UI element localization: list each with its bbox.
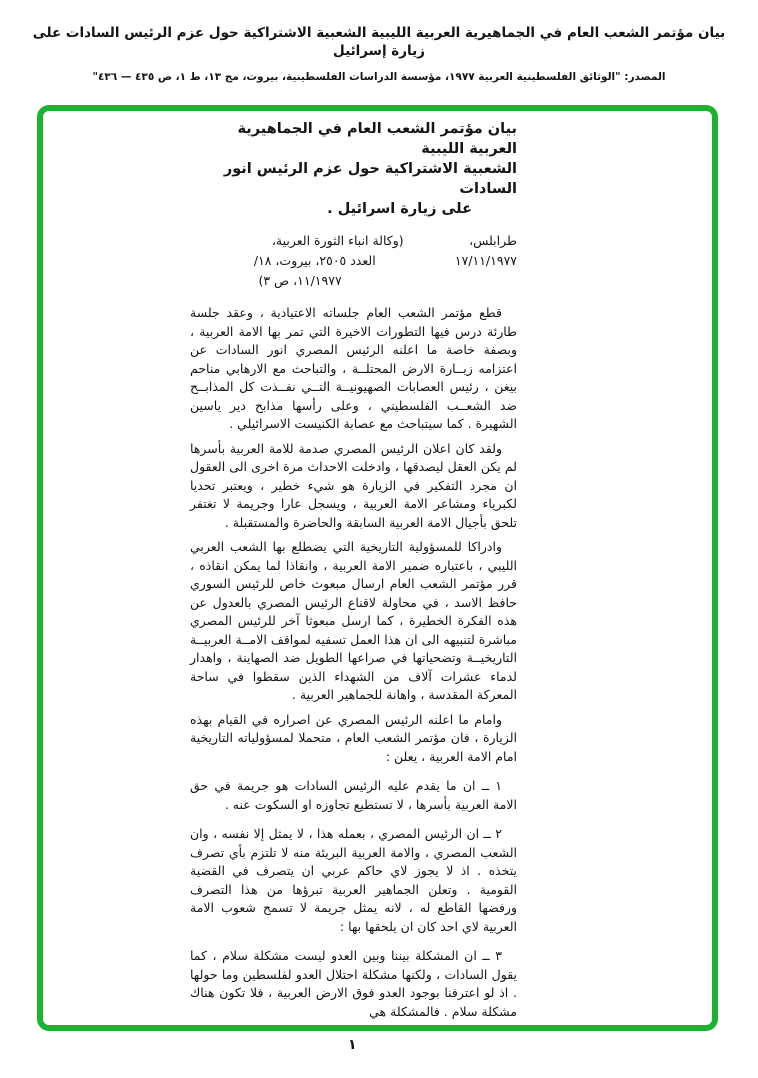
numbered-clause: ٣ ــ ان المشكلة بيننا وبين العدو ليست مشكلة سلام ، كما يقول السادات ، ولكنها مشكلة احتلال العدو لفلسطين وما حولها . اذ لو اعترفنا بوجود العدو فوق الارض العربية ، فلا تكون هناك مشكلة سلام . فالمشكلة هي: [190, 948, 517, 1019]
page-header: [20, 24, 738, 84]
dateline: [190, 231, 517, 291]
dateline-source: [190, 231, 404, 291]
document-title: [190, 119, 517, 219]
dateline-source-line: العدد ٢٥٠٥، بيروت، ١٨/: [253, 253, 376, 268]
document-body: [190, 119, 517, 1021]
dateline-source-line: ١١/١٩٧٧، ص ٣): [258, 273, 342, 288]
body-paragraph: وادراكا للمسؤولية التاريخية التي يضطلع بها الشعب العربي الليبي ، باعتباره ضمير الامة العربية ، وانقاذا لما يمكن انقاذه ، قرر مؤتمر الشعب العام ارسال مبعوث خاص للرئيس السوري حافظ الاسد ، في محاولة لاقناع الرئيس المصري بالعدول عن هذه الفكرة الخطيرة ، كما ارسل مبعوثا آخر للرئيس المصري مباشرة لتنبيهه الى ان هذا العمل تسفيه لمواقف الامــة العربيــة التاريخيــة وتضحياتها في صراعها الطويل ضد الصهاينة ، واهدار لدماء عشرات آلاف من الشهداء الذين سقطوا في ساحة المعركة المقدسة ، واهانة للجماهير العربية .: [190, 539, 517, 702]
body-paragraph: وامام ما اعلنه الرئيس المصري عن اصراره في القيام بهذه الزيارة ، فان مؤتمر الشعب العام ، متحملا لمسؤولياته التاريخية امام الامة العربية ، يعلن :: [190, 711, 517, 764]
page-header-source: المصدر: "الوثائق الفلسطينية العربية ١٩٧٧، مؤسسة الدراسات الفلسطينية، بيروت، مج ١٣، ط ١، ص ٤٣٥ — ٤٣٦": [92, 71, 666, 83]
page-header-title: بيان مؤتمر الشعب العام في الجماهيرية العربية الليبية الشعبية الاشتراكية حول عزم الرئيس السادات على زيارة إسرائيل: [32, 25, 726, 59]
dateline-source-line: (وكالة انباء الثورة العربية،: [271, 233, 404, 248]
dateline-location-date: طرابلس، ١٧/١١/١٩٧٧: [454, 233, 517, 268]
page-number: ١: [348, 1037, 357, 1053]
numbered-clause: ٢ ــ ان الرئيس المصري ، بعمله هذا ، لا يمثل إلا نفسه ، وان الشعب المصري ، والامة العربية البريئة منه لا تلتزم بأي تصرف يتخذه . اذ لا يجوز لاي حاكم عربي ان يتصرف في القضية القومية . وتعلن الجماهير العربية تبرؤها من هذا التصرف ورفضها القاطع له ، لانه يمثل جريمة لا تسمح شعوب الامة العربية لاي احد كان ان يلحقها بها :: [190, 826, 517, 934]
document-title-line: الشعبية الاشتراكية حول عزم الرئيس انور السادات: [223, 161, 517, 197]
document-title-line: بيان مؤتمر الشعب العام في الجماهيرية العربية الليبية: [237, 121, 517, 157]
document-title-line: على زيارة اسرائيل .: [327, 201, 472, 217]
document-scan-frame: [37, 105, 718, 1031]
numbered-clause: ١ ــ ان ما يقدم عليه الرئيس السادات هو جريمة في حق الامة العربية بأسرها ، لا تستطيع تجاوزه او السكوت عنه .: [190, 778, 517, 812]
body-paragraph: ولقد كان اعلان الرئيس المصري صدمة للامة العربية بأسرها لم يكن العقل ليصدقها ، وادخلت الاحداث مرة اخرى الى العقول ان مجرد التفكير في الزيارة هو شيء خطير ، ويعتبر تحديا لكبرياء ومشاعر الامة العربية ، ويسجل عارا وجريمة لا تغتفر تلحق بأجيال الامة العربية السابقة والحاضرة والمستقبلة .: [190, 440, 517, 530]
body-paragraph: قطع مؤتمر الشعب العام جلساته الاعتيادية ، وعقد جلسة طارئة درس فيها التطورات الاخيرة التي تمر بها الامة العربية ، وبصفة خاصة ما اعلنه الرئيس المصري انور السادات عن اعتزامه زيــارة الارض المحتلــة ، والتباحث مع الارهابي مناحم بيغن ، رئيس العصابات الصهيونيــة التــي نفــذت كل المذابــح ضد الشعــب الفلسطيني ، وعلى رأسها مذابح دير ياسين الشهيرة . كما سيتباحث مع عصابة الكنيست الاسرائيلي .: [190, 305, 517, 431]
